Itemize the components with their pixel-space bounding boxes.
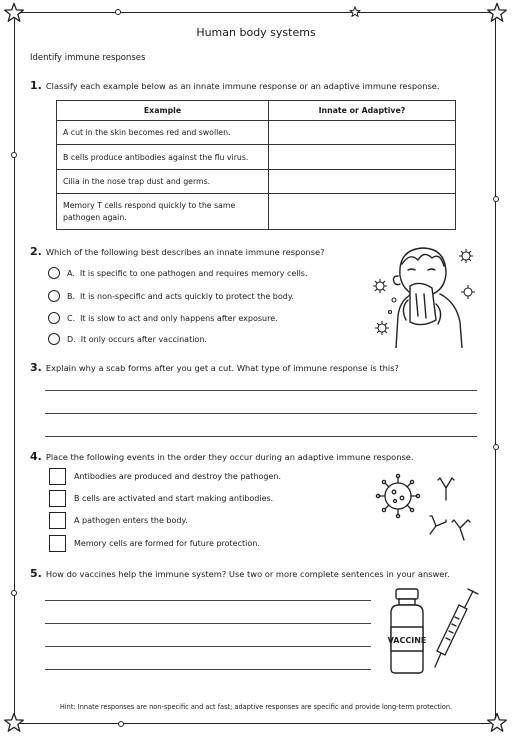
question-text: Which of the following best describes an innate immune response? <box>45 247 325 257</box>
order-item <box>49 535 260 552</box>
answer-cell[interactable] <box>269 194 456 230</box>
order-text: Memory cells are formed for future protection. <box>74 539 260 548</box>
answer-line[interactable] <box>45 436 477 437</box>
order-text: Antibodies are produced and destroy the pathogen. <box>74 472 282 481</box>
question-3 <box>30 362 399 374</box>
question-text: Classify each example below as an innate immune response or an adaptive immune response. <box>45 81 440 91</box>
answer-cell[interactable] <box>269 121 456 145</box>
table-row <box>57 170 456 194</box>
border-dot <box>115 9 121 15</box>
star-icon <box>3 2 25 24</box>
answer-line[interactable] <box>45 623 371 624</box>
sneezing-child-illustration <box>370 236 480 348</box>
question-number: 3. <box>30 361 42 374</box>
order-item <box>49 512 188 529</box>
border-dot <box>118 721 124 727</box>
option-letter: D. <box>67 334 76 344</box>
border-dot <box>493 444 499 450</box>
order-box[interactable] <box>49 468 66 485</box>
answer-line[interactable] <box>45 646 371 647</box>
order-box[interactable] <box>49 490 66 507</box>
star-icon <box>486 712 508 734</box>
border-dot <box>11 590 17 596</box>
virus-and-antibodies-illustration <box>370 470 480 550</box>
question-text: How do vaccines help the immune system? Use two or more complete sentences in your answer. <box>45 569 450 579</box>
classification-table <box>56 100 456 230</box>
option-text: It is non-specific and acts quickly to protect the body. <box>80 291 294 301</box>
star-icon <box>3 712 25 734</box>
option-text: It is specific to one pathogen and requires memory cells. <box>79 268 308 278</box>
radio-circle[interactable] <box>48 290 60 302</box>
radio-circle[interactable] <box>48 267 60 279</box>
star-icon <box>486 2 508 24</box>
question-5 <box>30 568 450 580</box>
option-letter: B. <box>67 291 76 301</box>
vaccine-vial-syringe-illustration <box>385 585 485 680</box>
table-header-answer: Innate or Adaptive? <box>269 101 456 121</box>
option-b[interactable] <box>48 289 294 303</box>
order-text: A pathogen enters the body. <box>74 516 188 525</box>
table-row <box>57 194 456 230</box>
answer-line[interactable] <box>45 669 371 670</box>
option-letter: C. <box>67 313 76 323</box>
answer-cell[interactable] <box>269 145 456 170</box>
question-number: 1. <box>30 79 42 92</box>
table-row <box>57 121 456 145</box>
worksheet-title: Human body systems <box>196 26 316 39</box>
option-a[interactable] <box>48 266 308 280</box>
hint-text: Hint: Innate responses are non-specific and act fast; adaptive responses are specific and provide long-term protection. <box>59 703 453 711</box>
question-text: Explain why a scab forms after you get a cut. What type of immune response is this? <box>45 363 399 373</box>
option-letter: A. <box>67 268 75 278</box>
order-text: B cells are activated and start making antibodies. <box>74 494 274 503</box>
radio-circle[interactable] <box>48 312 60 324</box>
radio-circle[interactable] <box>48 333 60 345</box>
vial-label: VACCINE <box>387 636 427 645</box>
example-cell: Cilia in the nose trap dust and germs. <box>57 170 269 194</box>
table-header-example: Example <box>57 101 269 121</box>
question-number: 4. <box>30 450 42 463</box>
question-number: 5. <box>30 567 42 580</box>
answer-line[interactable] <box>45 600 371 601</box>
border-dot <box>11 152 17 158</box>
order-box[interactable] <box>49 512 66 529</box>
order-box[interactable] <box>49 535 66 552</box>
question-1 <box>30 80 440 92</box>
question-2 <box>30 246 324 258</box>
option-text: It is slow to act and only happens after exposure. <box>80 313 278 323</box>
example-cell: Memory T cells respond quickly to the same pathogen again. <box>57 194 269 230</box>
question-text: Place the following events in the order they occur during an adaptive immune response. <box>45 452 414 462</box>
order-item <box>49 490 273 507</box>
question-number: 2. <box>30 245 42 258</box>
example-cell: B cells produce antibodies against the flu virus. <box>57 145 269 170</box>
worksheet-subtitle: Identify immune responses <box>30 53 146 63</box>
star-icon <box>349 6 361 18</box>
order-item <box>49 468 281 485</box>
border-dot <box>493 196 499 202</box>
option-d[interactable] <box>48 332 207 346</box>
answer-line[interactable] <box>45 390 477 391</box>
option-c[interactable] <box>48 311 278 325</box>
answer-line[interactable] <box>45 413 477 414</box>
question-4 <box>30 451 414 463</box>
table-row <box>57 145 456 170</box>
example-cell: A cut in the skin becomes red and swollen. <box>57 121 269 145</box>
option-text: It only occurs after vaccination. <box>80 334 207 344</box>
answer-cell[interactable] <box>269 170 456 194</box>
